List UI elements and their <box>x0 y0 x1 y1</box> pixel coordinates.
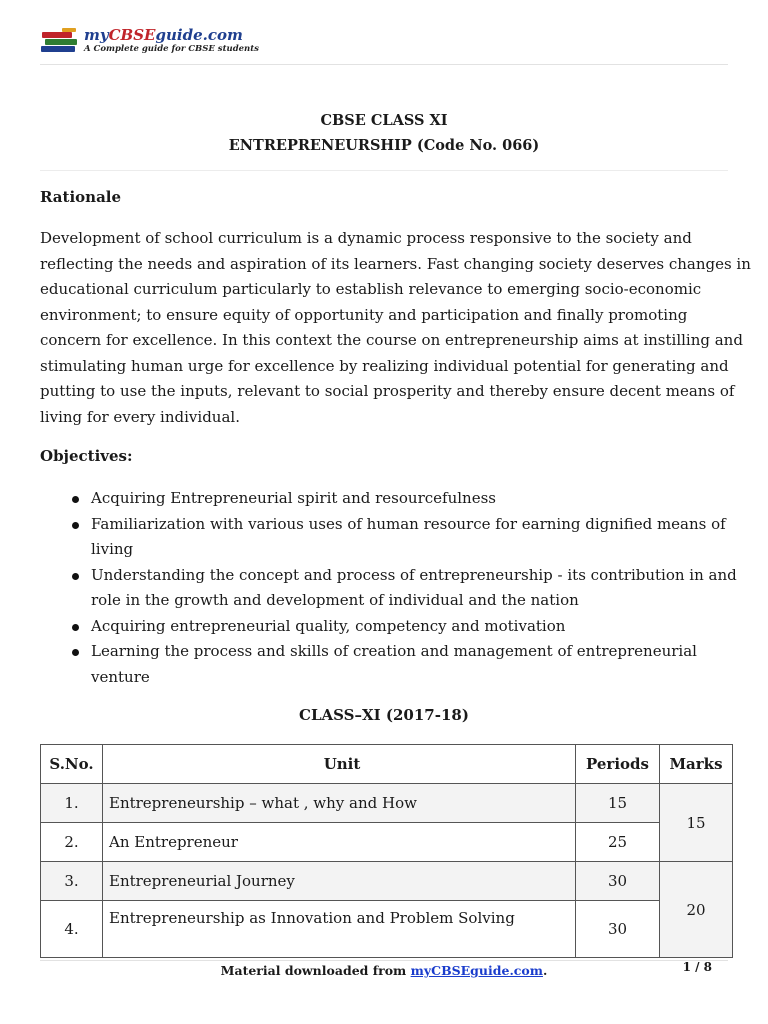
bullet-icon <box>72 496 79 503</box>
marks-cell: 15 <box>660 784 733 862</box>
list-item: Acquiring entrepreneurial quality, competency and motivation <box>40 614 728 640</box>
books-logo-icon <box>40 28 82 56</box>
syllabus-table <box>40 744 733 958</box>
list-item: Acquiring Entrepreneurial spirit and resourcefulness <box>40 486 728 512</box>
footer-divider <box>40 960 728 961</box>
table-row: 3. Entrepreneurial Journey 30 20 <box>41 862 733 901</box>
divider <box>40 170 728 171</box>
list-item: Learning the process and skills of creation and management of entrepreneurial venture <box>40 639 728 690</box>
table-row: 1. Entrepreneurship – what , why and How 15 15 <box>41 784 733 823</box>
objectives-list <box>40 486 737 690</box>
table-header-row <box>41 745 733 784</box>
paragraph-line: stimulating human urge for excellence by realizing individual potential for generating and <box>40 356 729 375</box>
page-header <box>40 24 728 65</box>
page-footer: Material downloaded from myCBSEguide.com. <box>220 963 548 978</box>
paragraph-line: Development of school curriculum is a dynamic process responsive to the society and <box>40 229 692 247</box>
logo-title: myCBSEguide.com <box>84 26 243 44</box>
marks-cell: 20 <box>660 862 733 958</box>
syllabus-title: CLASS–XI (2017-18) <box>299 706 469 724</box>
paragraph-line: concern for excellence. In this context the course on entrepreneurship aims at instilling and <box>40 331 743 349</box>
column-header-periods: Periods <box>576 745 660 784</box>
page-number: 1 / 8 <box>682 960 712 974</box>
paragraph-line: putting to use the inputs, relevant to social prosperity and thereby ensure decent means of <box>40 382 735 400</box>
title-line-1: CBSE CLASS XI <box>320 112 448 129</box>
column-header-sno: S.No. <box>41 745 103 784</box>
rationale-paragraph <box>40 226 751 430</box>
table-row: 4. Entrepreneurship as Innovation and Problem Solving 30 <box>41 901 733 958</box>
bullet-icon <box>72 522 79 529</box>
table-row: 2. An Entrepreneur 25 <box>41 823 733 862</box>
logo-tagline: A Complete guide for CBSE students <box>84 44 259 54</box>
list-item: Understanding the concept and process of entrepreneurship - its contribution in and role in the growth and development of individual and the nation <box>40 563 728 614</box>
document-title <box>0 108 768 158</box>
title-line-2: ENTREPRENEURSHIP (Code No. 066) <box>228 137 540 154</box>
paragraph-line: educational curriculum particularly to establish relevance to emerging socio-economic <box>40 280 702 298</box>
rationale-heading: Rationale <box>40 188 122 206</box>
paragraph-line: living for every individual. <box>40 407 240 426</box>
paragraph-line: environment; to ensure equity of opportunity and participation and finally promoting <box>40 305 688 324</box>
objectives-heading: Objectives: <box>40 447 133 465</box>
bullet-icon <box>72 649 79 656</box>
site-logo[interactable] <box>40 28 259 56</box>
column-header-marks: Marks <box>660 745 733 784</box>
list-item: Familiarization with various uses of human resource for earning dignified means of living <box>40 512 728 563</box>
bullet-icon <box>72 624 79 631</box>
paragraph-line: reflecting the needs and aspiration of its learners. Fast changing society deserves changes in <box>40 254 751 273</box>
footer-link[interactable]: myCBSEguide.com <box>410 963 543 978</box>
column-header-unit: Unit <box>103 745 576 784</box>
bullet-icon <box>72 573 79 580</box>
